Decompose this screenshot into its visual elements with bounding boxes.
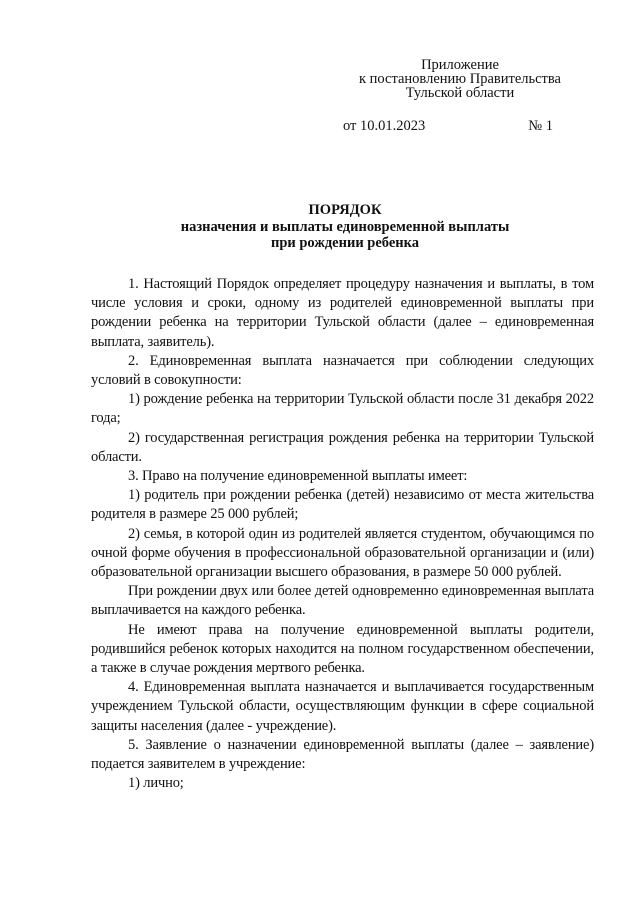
paragraph: 1) родитель при рождении ребенка (детей) независимо от места жительства родителя в размере 25 000 рублей; — [91, 487, 594, 523]
document-date: от 10.01.2023 — [343, 118, 426, 134]
document-number: № 1 — [528, 118, 553, 134]
paragraph: 2. Единовременная выплата назначается при соблюдении следующих условий в совокупности: — [91, 352, 594, 389]
document-body — [91, 275, 594, 793]
paragraph: 2) семья, в которой один из родителей является студентом, обучающимся по очной форме обучения в профессиональной образовательной организации и (или) образовательной организации высшего образования, в размере 50 000 рублей. — [91, 525, 594, 581]
document-title — [90, 202, 600, 252]
paragraph: 1) лично; — [128, 775, 184, 792]
paragraph: 1) рождение ребенка на территории Тульской области после 31 декабря 2022 года; — [91, 391, 594, 427]
paragraph: 2) государственная регистрация рождения ребенка на территории Тульской области. — [91, 429, 594, 465]
paragraph: 5. Заявление о назначении единовременной выплаты (далее – заявление) подается заявителем в учреждение: — [91, 736, 594, 773]
paragraph: При рождении двух или более детей одновременно единовременная выплата выплачивается на каждого ребенка. — [91, 583, 594, 619]
appendix-line-2: к постановлению Правительства — [359, 71, 561, 87]
title-line-1: ПОРЯДОК — [308, 202, 382, 218]
appendix-block — [340, 58, 580, 100]
title-line-2: назначения и выплаты единовременной выплаты — [180, 218, 510, 235]
paragraph: 1. Настоящий Порядок определяет процедуру назначения и выплаты, в том числе условия и сроки, одному из родителей единовременной выплаты при рождении ребенка на территории Тульской области (далее – единовременная выплата, заявитель). — [91, 276, 594, 350]
paragraph: 3. Право на получение единовременной выплаты имеет: — [128, 468, 468, 485]
title-line-3: при рождении ребенка — [270, 235, 420, 251]
appendix-line-1: Приложение — [421, 57, 499, 73]
paragraph: 4. Единовременная выплата назначается и выплачивается государственным учреждением Тульской области, осуществляющим функции в сфере социальной защиты населения (далее - учреждение). — [91, 679, 594, 734]
paragraph: Не имеют права на получение единовременной выплаты родители, родившийся ребенок которых находится на полном государственном обеспечении, а также в случае рождения мертвого ребенка. — [91, 621, 594, 677]
appendix-line-3: Тульской области — [405, 85, 515, 101]
